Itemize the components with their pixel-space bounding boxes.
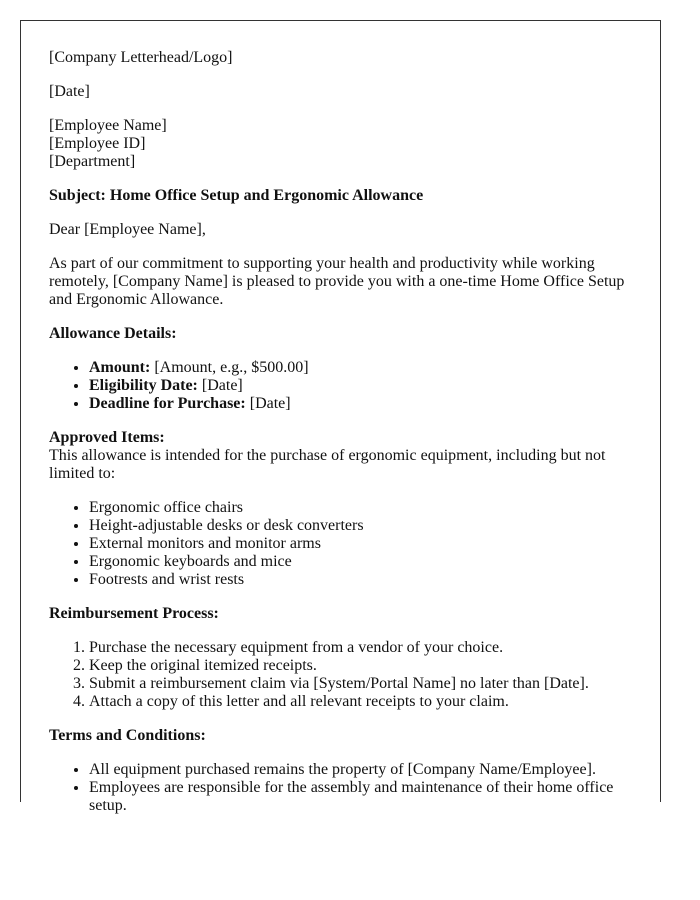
list-item: 3. Submit a reimbursement claim via [System/Portal Name] no later than [Date]. [89, 675, 632, 693]
approved-heading: Approved Items: [49, 429, 165, 446]
recipient-id: [Employee ID] [49, 135, 146, 152]
recipient-name: [Employee Name] [49, 117, 167, 134]
list-item: 1. Purchase the necessary equipment from a vendor of your choice. [89, 639, 632, 657]
item-label: Eligibility Date: [89, 377, 198, 394]
reimbursement-steps [49, 639, 632, 711]
salutation: Dear [Employee Name], [49, 221, 206, 238]
list-item: • Height-adjustable desks or desk converters [89, 517, 632, 535]
list-item [89, 359, 632, 377]
item-value: [Date] [197, 377, 243, 394]
approved-section [49, 429, 632, 483]
item-label: Amount: [89, 359, 151, 376]
terms-heading [49, 727, 632, 745]
subject-line [49, 187, 632, 205]
allowance-heading [49, 325, 632, 343]
item-label: Deadline for Purchase: [89, 395, 246, 412]
reimbursement-heading-text: Reimbursement Process: [49, 605, 219, 622]
list-item: • Footrests and wrist rests [89, 571, 632, 589]
item-value: [Date] [245, 395, 291, 412]
reimbursement-heading [49, 605, 632, 623]
allowance-heading-text: Allowance Details: [49, 325, 177, 342]
list-item: • All equipment purchased remains the property of [Company Name/Employee]. [89, 761, 632, 779]
list-item: • External monitors and monitor arms [89, 535, 632, 553]
allowance-list [49, 359, 632, 413]
list-item: • Ergonomic office chairs [89, 499, 632, 517]
recipient-department: [Department] [49, 153, 136, 170]
approved-list [49, 499, 632, 589]
terms-heading-text: Terms and Conditions: [49, 727, 206, 744]
subject-text: Subject: Home Office Setup and Ergonomic Allowance [49, 187, 424, 204]
letter-page [20, 20, 661, 814]
approved-text: This allowance is intended for the purchase of ergonomic equipment, including but not limited to: [49, 447, 606, 482]
letterhead: [Company Letterhead/Logo] [49, 49, 233, 66]
list-item: • Employees are responsible for the assembly and maintenance of their home office setup. [89, 779, 632, 815]
list-item [89, 377, 632, 395]
terms-list [49, 761, 632, 815]
letter-date: [Date] [49, 83, 90, 100]
list-item: 2. Keep the original itemized receipts. [89, 657, 632, 675]
list-item: • Ergonomic keyboards and mice [89, 553, 632, 571]
list-item [89, 395, 632, 413]
item-value: [Amount, e.g., $500.00] [150, 359, 309, 376]
recipient-block [49, 117, 632, 171]
list-item: 4. Attach a copy of this letter and all relevant receipts to your claim. [89, 693, 632, 711]
intro-paragraph: As part of our commitment to supporting your health and productivity while working remotely, [Company Name] is pleased to provide you with a one-time Home Office Setup and Ergonomic Allowance. [49, 255, 625, 308]
